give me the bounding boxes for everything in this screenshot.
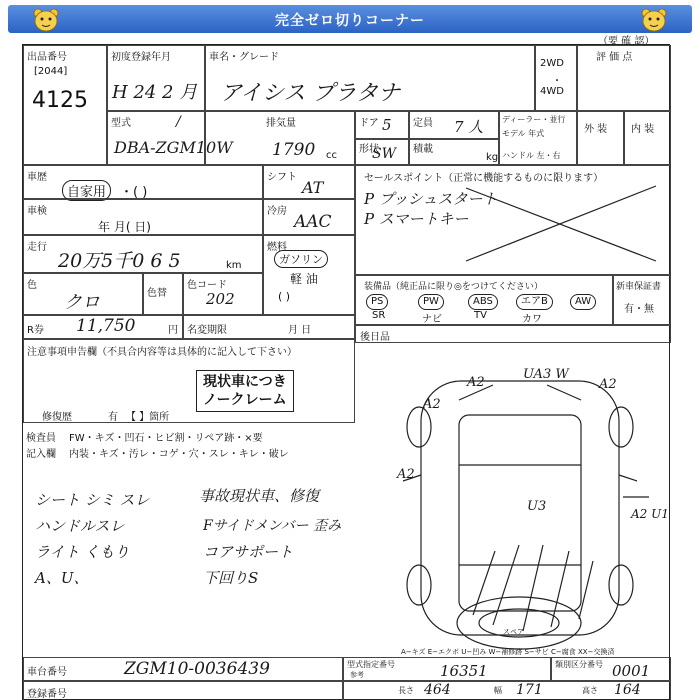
handle-label: ハンドル 左・右	[502, 151, 561, 160]
repair-value: 有	[108, 412, 118, 423]
equip-sr: SR	[372, 310, 386, 321]
note-right-2: Fサイドメンバー 歪み	[203, 518, 342, 534]
equip-pw: PW	[418, 294, 444, 310]
equip-leather: カワ	[522, 314, 542, 325]
doors-value: 5	[382, 116, 392, 134]
height-value: 164	[614, 682, 641, 698]
model-value: DBA-ZGM10W	[114, 138, 233, 157]
mark-a2-front-left: A2	[467, 375, 485, 390]
color-code-value: 202	[206, 290, 235, 308]
equip-abs: ABS	[468, 294, 498, 310]
class-value: 0001	[612, 662, 651, 680]
registration-cell	[23, 681, 343, 700]
history-value: 自家用	[62, 180, 111, 201]
class-cell	[551, 657, 671, 681]
note-left-2: ハンドルスレ	[35, 517, 125, 535]
fuel-other: 軽 油	[290, 272, 318, 286]
new-car-value: 有・無	[624, 304, 654, 315]
equip-navi: ナビ	[422, 314, 442, 325]
recycle-label: R券	[27, 325, 44, 336]
auction-sheet	[22, 44, 670, 700]
sales-line-1: P プッシュスタート	[364, 190, 498, 208]
new-car-label: 新車保証書	[616, 282, 662, 292]
model-slash: /	[176, 114, 181, 130]
mark-a2-side: A2	[397, 467, 415, 482]
name-grade-label: 車名・グレード	[209, 52, 279, 63]
cooler-label: 冷房	[267, 206, 287, 217]
inspection-label: 車検	[27, 206, 47, 217]
chassis-value: ZGM10-0036439	[124, 659, 270, 679]
note-left-3: ライト くもり	[35, 543, 130, 561]
note-left-4: A、U、	[35, 569, 89, 587]
recycle-value: 11,750	[76, 316, 136, 336]
drive-4wd: 4WD	[540, 86, 564, 97]
mileage-label: 走行	[27, 242, 47, 253]
lot-code: [2044]	[34, 66, 68, 77]
shift-label: シフト	[267, 172, 297, 183]
history-label: 車歴	[27, 172, 47, 183]
load-label: 積載	[413, 144, 433, 155]
interior-label: 内 装	[631, 124, 655, 135]
shift-value: AT	[302, 178, 324, 197]
drive-dot: ・	[552, 76, 562, 87]
equip-airbag: エアB	[516, 294, 553, 310]
class-label: 類別区分番号	[555, 660, 603, 669]
first-reg-value: H 24 2 月	[112, 82, 198, 103]
equip-ps: PS	[366, 294, 388, 310]
mileage-unit: km	[226, 260, 242, 271]
chassis-label: 車台番号	[27, 667, 67, 678]
lot-number: 4125	[32, 88, 88, 113]
bear-mascot-icon	[638, 7, 670, 33]
inspector-items-1: FW・キズ・凹石・ヒビ割・リペア跡・×要	[69, 433, 263, 444]
notes-title: 注意事項申告欄（不具合内容等は具体的に記入して下さい）	[27, 347, 297, 358]
mark-u3-roof: U3	[527, 499, 547, 514]
displacement-value: 1790	[272, 140, 316, 160]
color-value: クロ	[64, 292, 100, 313]
lot-label: 出品番号	[27, 52, 67, 63]
note-left-1: シート シミ スレ	[35, 491, 150, 509]
damage-legend: A−キズ E−エクボ U−凹み W−補修跡 S−サビ C−腐食 XX−交換済	[401, 648, 615, 656]
mark-a2-front-right: A2	[599, 377, 617, 392]
color-no-label: 色替	[147, 288, 167, 299]
recycle-unit: 円	[168, 325, 178, 336]
spare-label: スペア	[503, 628, 524, 636]
shape-label: 形状	[359, 144, 379, 155]
first-reg-label: 初度登録年月	[111, 52, 171, 63]
fuel-value: ガソリン	[274, 250, 328, 268]
fuel-paren: ( )	[278, 290, 291, 303]
mark-a2u1-right: A2 U1	[631, 507, 669, 521]
inspector-items-2: 内装・キズ・汚レ・コゲ・穴・スレ・キレ・破レ	[69, 449, 289, 460]
dimensions-cell	[343, 681, 671, 700]
history-tail: ・( )	[120, 185, 148, 200]
equipment-title: 装備品（純正品に限り◎をつけてください）	[364, 282, 543, 292]
note-right-4: 下回りS	[203, 569, 259, 587]
car-name-value: アイシス プラタナ	[220, 81, 401, 106]
name-change-label: 名変期限	[187, 325, 227, 336]
height-label: 高さ	[582, 686, 598, 695]
grade-label: 評 価 点	[596, 52, 633, 63]
cooler-value: AAC	[294, 212, 332, 232]
type-designation-value: 16351	[440, 662, 488, 680]
doors-label: ドア	[359, 118, 379, 129]
note-right-1: 事故現状車、修復	[199, 487, 320, 505]
inspector-label-2: 記入欄	[26, 449, 56, 460]
stamp-line-1: 現状車につき	[203, 374, 287, 390]
banner-title: 完全ゼロ切りコーナー	[275, 13, 425, 29]
equip-tv: TV	[474, 310, 487, 321]
capacity-value: 7 人	[454, 118, 484, 136]
registration-label: 登録番号	[27, 689, 67, 700]
fuel-label: 燃料	[267, 242, 287, 253]
inspector-label-1: 検査員	[26, 433, 56, 444]
length-value: 464	[424, 682, 451, 698]
sales-title: セールスポイント（正常に機能するものに限ります）	[364, 173, 604, 184]
repair-place: 【 】箇所	[126, 412, 170, 423]
stamp-line-2: ノークレーム	[203, 392, 287, 408]
note-right-3: コアサポート	[203, 543, 294, 561]
chassis-cell	[23, 657, 343, 681]
name-change-value: 月 日	[288, 325, 312, 336]
displacement-unit: cc	[326, 150, 337, 161]
car-diagram	[23, 45, 671, 700]
mileage-value: 20万5千0 6 5	[58, 250, 181, 272]
load-unit: kg	[486, 152, 499, 163]
type-ref-label: 参考	[350, 671, 364, 679]
mark-ua3w-front: UA3 W	[523, 367, 569, 382]
displacement-label: 排気量	[266, 118, 296, 129]
drive-2wd: 2WD	[540, 58, 564, 69]
dealer-label: ディーラー・並行	[502, 115, 566, 124]
inspection-value: 年 月( 日)	[98, 220, 151, 234]
equip-aw: AW	[570, 294, 596, 310]
title-banner	[8, 5, 692, 33]
type-designation-label: 型式指定番号	[347, 660, 395, 669]
capacity-label: 定員	[413, 118, 433, 129]
repair-label: 修復歴	[42, 412, 72, 423]
width-label: 幅	[494, 686, 502, 695]
length-label: 長さ	[398, 686, 414, 695]
model-year-label: モデル 年式	[502, 129, 545, 138]
mark-a2-left: A2	[423, 397, 441, 412]
color-code-label: 色コード	[187, 280, 227, 291]
exterior-label: 外 装	[584, 124, 608, 135]
model-label: 型式	[111, 118, 131, 129]
shape-value: SW	[372, 146, 396, 162]
type-designation-cell	[343, 657, 551, 681]
width-value: 171	[516, 682, 543, 698]
color-label: 色	[27, 280, 37, 291]
sales-line-2: P スマートキー	[364, 210, 469, 228]
rear-label: 後日品	[360, 332, 390, 343]
corner-note: （要 確 認）	[598, 36, 655, 47]
